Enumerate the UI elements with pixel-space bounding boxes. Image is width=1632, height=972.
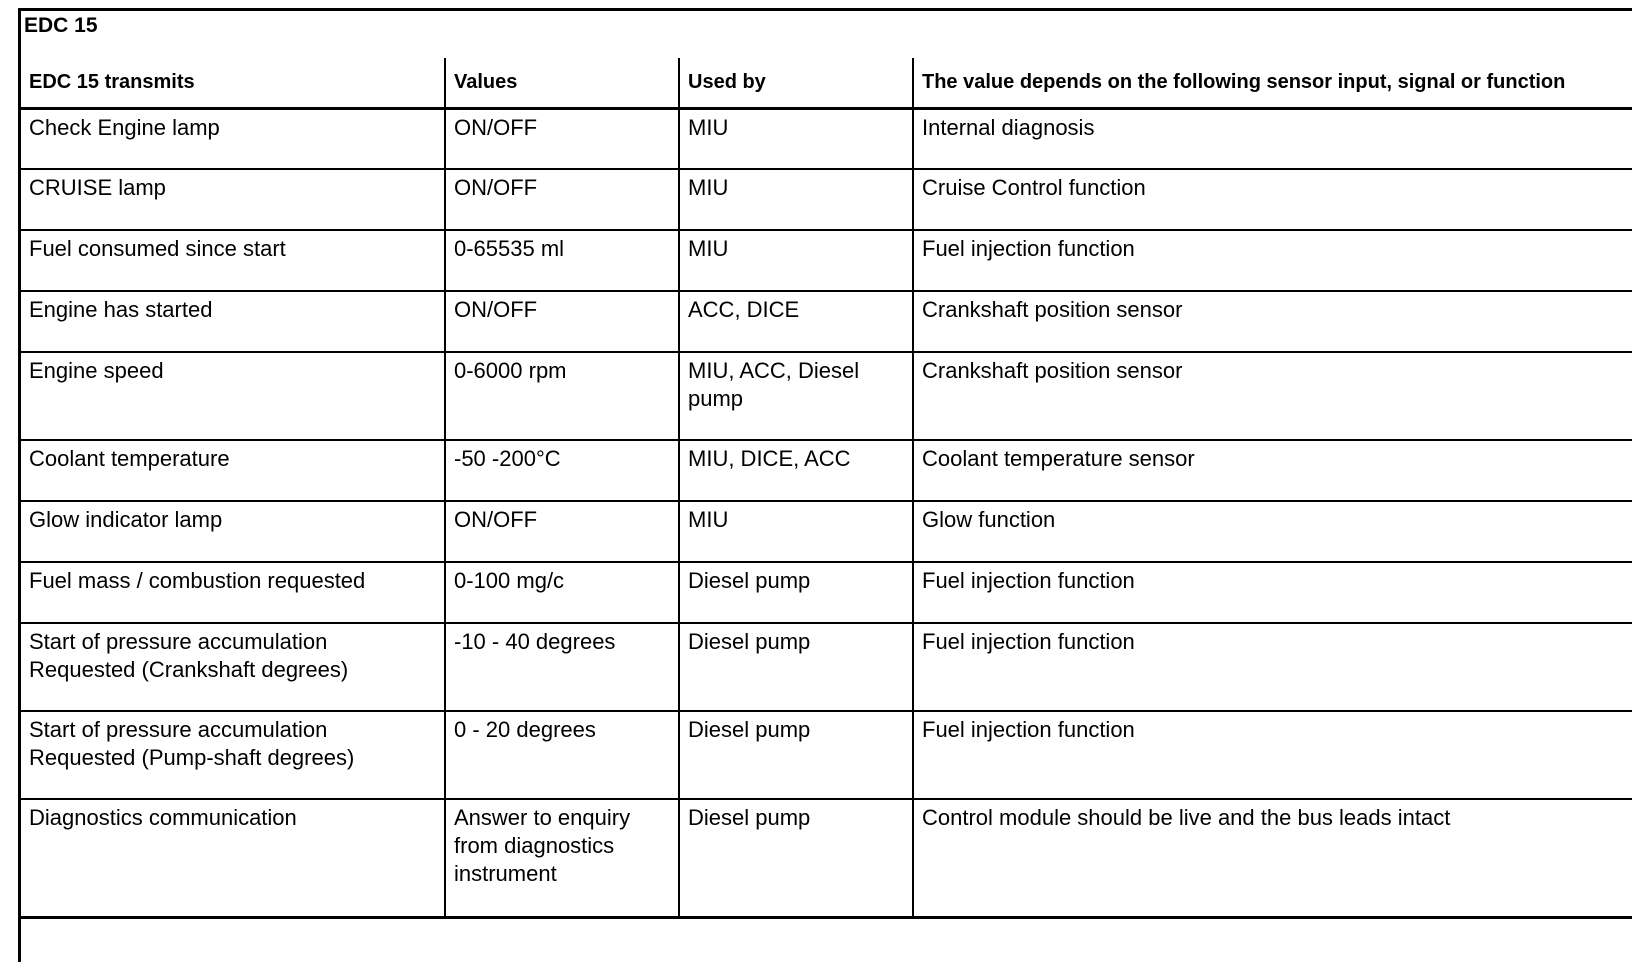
cell-transmits: Fuel mass / combustion requested	[21, 562, 445, 623]
cell-values: -50 -200°C	[445, 440, 679, 501]
cell-transmits: Coolant temperature	[21, 440, 445, 501]
cell-depends-on: Internal diagnosis	[913, 108, 1632, 169]
cell-used-by: Diesel pump	[679, 562, 913, 623]
cell-used-by: MIU	[679, 230, 913, 291]
cell-used-by: MIU	[679, 108, 913, 169]
cell-values: -10 - 40 degrees	[445, 623, 679, 711]
table-row	[21, 291, 1632, 352]
cell-depends-on: Fuel injection function	[913, 623, 1632, 711]
table-row	[21, 230, 1632, 291]
cell-depends-on: Fuel injection function	[913, 711, 1632, 799]
table-row	[21, 440, 1632, 501]
cell-used-by: Diesel pump	[679, 623, 913, 711]
cell-values: ON/OFF	[445, 169, 679, 230]
cell-transmits: Start of pressure accumulation Requested (Crankshaft degrees)	[21, 623, 445, 711]
document-title: EDC 15	[24, 14, 98, 37]
cell-depends-on: Fuel injection function	[913, 562, 1632, 623]
table-row	[21, 799, 1632, 917]
header-row	[21, 58, 1632, 108]
table-row	[21, 711, 1632, 799]
cell-values: ON/OFF	[445, 291, 679, 352]
cell-transmits: Start of pressure accumulation Requested (Pump-shaft degrees)	[21, 711, 445, 799]
cell-values: 0-100 mg/c	[445, 562, 679, 623]
cell-values: 0 - 20 degrees	[445, 711, 679, 799]
cell-depends-on: Crankshaft position sensor	[913, 291, 1632, 352]
cell-used-by: MIU	[679, 501, 913, 562]
cell-transmits: Fuel consumed since start	[21, 230, 445, 291]
cell-values: 0-65535 ml	[445, 230, 679, 291]
cell-transmits: CRUISE lamp	[21, 169, 445, 230]
cell-used-by: MIU, DICE, ACC	[679, 440, 913, 501]
cell-transmits: Check Engine lamp	[21, 108, 445, 169]
cell-transmits: Engine has started	[21, 291, 445, 352]
header-transmits: EDC 15 transmits	[21, 58, 445, 108]
cell-values: 0-6000 rpm	[445, 352, 679, 440]
table-row	[21, 108, 1632, 169]
cell-used-by: MIU	[679, 169, 913, 230]
cell-used-by: MIU, ACC, Diesel pump	[679, 352, 913, 440]
table-row	[21, 623, 1632, 711]
cell-values: Answer to enquiry from diagnostics instrument	[445, 799, 679, 917]
cell-values: ON/OFF	[445, 501, 679, 562]
cell-transmits: Engine speed	[21, 352, 445, 440]
cell-transmits: Diagnostics communication	[21, 799, 445, 917]
cell-depends-on: Fuel injection function	[913, 230, 1632, 291]
header-depends-on: The value depends on the following sensor input, signal or function	[913, 58, 1632, 108]
cell-used-by: ACC, DICE	[679, 291, 913, 352]
cell-depends-on: Control module should be live and the bus leads intact	[913, 799, 1632, 917]
cell-transmits: Glow indicator lamp	[21, 501, 445, 562]
table-row	[21, 352, 1632, 440]
cell-depends-on: Crankshaft position sensor	[913, 352, 1632, 440]
cell-used-by: Diesel pump	[679, 711, 913, 799]
cell-used-by: Diesel pump	[679, 799, 913, 917]
table-row	[21, 169, 1632, 230]
table-row	[21, 501, 1632, 562]
table-row	[21, 562, 1632, 623]
cell-depends-on: Coolant temperature sensor	[913, 440, 1632, 501]
cell-depends-on: Glow function	[913, 501, 1632, 562]
header-used-by: Used by	[679, 58, 913, 108]
cell-depends-on: Cruise Control function	[913, 169, 1632, 230]
edc15-table	[21, 58, 1632, 919]
cell-values: ON/OFF	[445, 108, 679, 169]
header-values: Values	[445, 58, 679, 108]
